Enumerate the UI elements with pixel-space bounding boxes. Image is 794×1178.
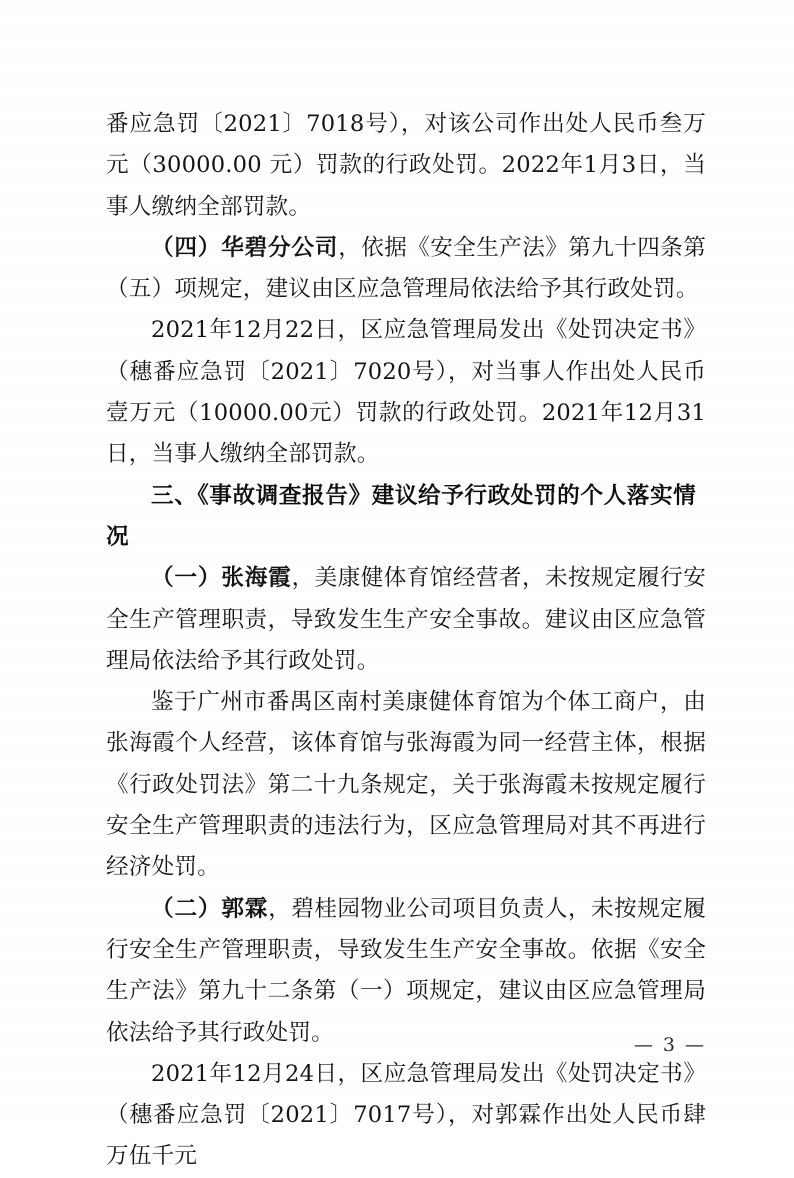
paragraph-zhang-haixia xyxy=(106,558,706,682)
item-label-four-huabi: （四）华碧分公司 xyxy=(151,234,339,261)
paragraph-zhang-haixia-no-economic-penalty: 鉴于广州市番禺区南村美康健体育馆为个体工商户，由张海霞个人经营，该体育馆与张海霞为同一经营主体，根据《行政处罚法》第二十九条规定，关于张海霞未按规定履行安全生产管理职责的违法行为，区应急管理局对其不再进行经济处罚。 xyxy=(106,689,706,881)
paragraph-decision-7020: 2021年12月22日，区应急管理局发出《处罚决定书》（穗番应急罚〔2021〕7020号），对当事人作出处人民币壹万元（10000.00元）罚款的行政处罚。2021年12月31日，当事人缴纳全部罚款。 xyxy=(106,317,706,468)
paragraph-huabi-branch-company-text: ，依据《安全生产法》第九十四条第（五）项规定，建议由区应急管理局依法给予其行政处罚。 xyxy=(106,234,706,303)
item-label-two-guo-lin: （二）郭霖 xyxy=(151,895,269,922)
document-text-column xyxy=(106,104,706,1178)
paragraph-huabi-branch-company xyxy=(106,228,706,311)
paragraph-zhang-haixia-text: ，美康健体育馆经营者，未按规定履行安全生产管理职责，导致发生生产安全事故。建议由区应急管理局依法给予其行政处罚。 xyxy=(106,565,706,674)
paragraph-guo-lin xyxy=(106,889,706,1054)
page-number: — 3 — xyxy=(633,1034,706,1056)
paragraph-decision-7017: 2021年12月24日，区应急管理局发出《处罚决定书》（穗番应急罚〔2021〕7017号），对郭霖作出处人民币肆万伍千元 xyxy=(106,1060,706,1170)
paragraph-continued-penalty-30000: 番应急罚〔2021〕7018号），对该公司作出处人民币叁万元（30000.00 元）罚款的行政处罚。2022年1月3日，当事人缴纳全部罚款。 xyxy=(106,111,706,220)
section-heading-three: 三、《事故调查报告》建议给予行政处罚的个人落实情况 xyxy=(106,482,697,550)
paragraph-guo-lin-text: ，碧桂园物业公司项目负责人，未按规定履行安全生产管理职责，导致发生生产安全事故。依据《安全生产法》第九十二条第（一）项规定，建议由区应急管理局依法给予其行政处罚。 xyxy=(106,895,706,1046)
item-label-one-zhang-haixia: （一）张海霞 xyxy=(151,565,292,592)
